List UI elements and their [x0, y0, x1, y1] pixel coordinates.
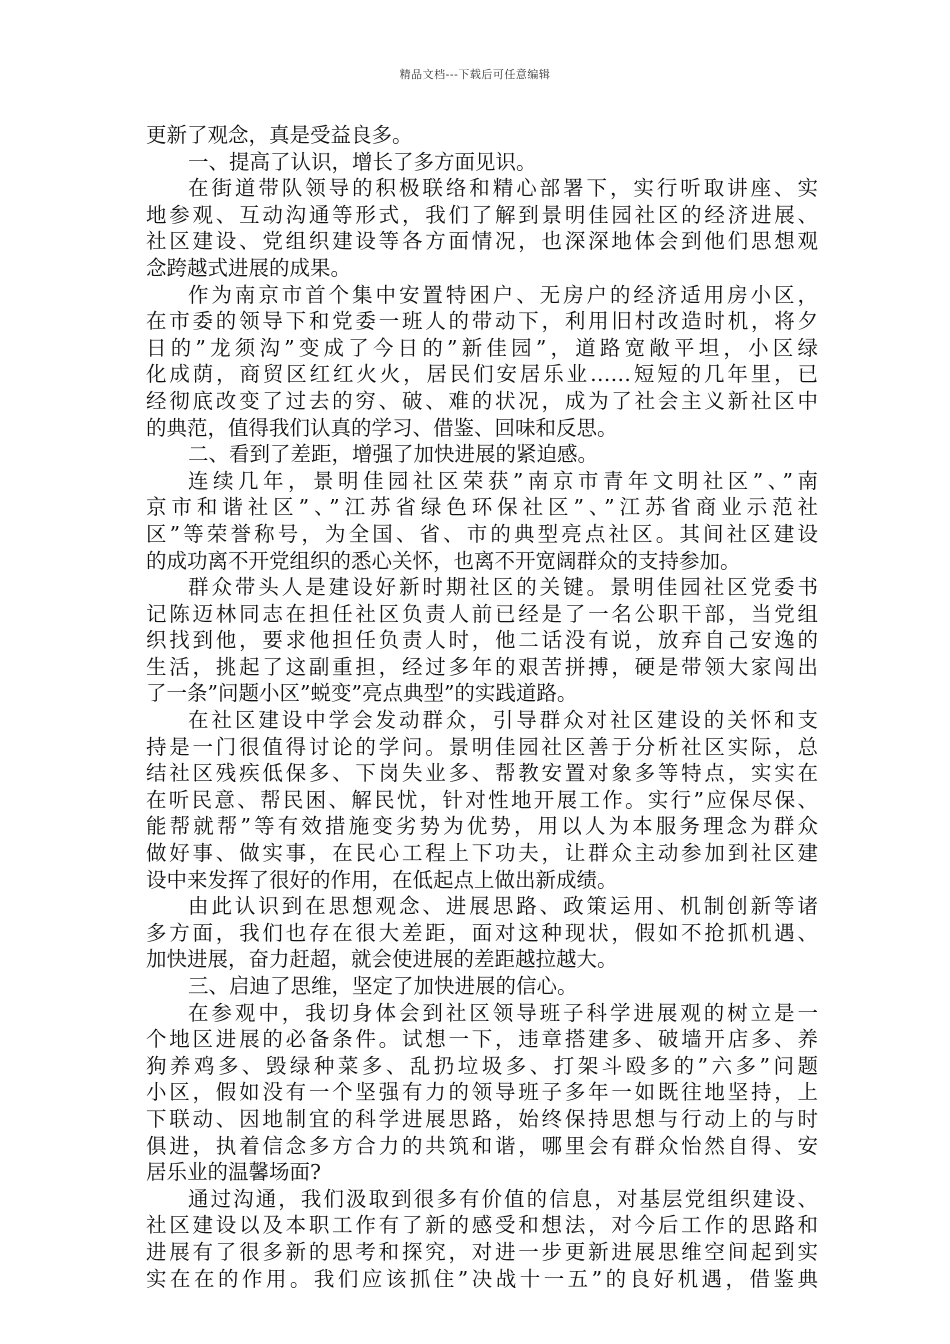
- text-line: 的成功离不开党组织的悉心关怀，也离不开宽阔群众的支持参加。: [146, 548, 741, 573]
- text-line: 生活，挑起了这副重担，经过多年的艰苦拼搏，硬是带领大家闯出: [146, 654, 818, 679]
- text-line: 加快进展，奋力赶超，就会使进展的差距越拉越大。: [146, 947, 618, 972]
- text-line: 一、提高了认识，增长了多方面见识。: [188, 149, 537, 174]
- text-line: 社区建设以及本职工作有了新的感受和想法，对今后工作的思路和: [146, 1213, 818, 1238]
- text-line: 的典范，值得我们认真的学习、借鉴、回味和反思。: [146, 415, 618, 440]
- text-line: 地参观、互动沟通等形式，我们了解到景明佳园社区的经济进展、: [146, 202, 818, 227]
- text-line: 在街道带队领导的积极联络和精心部署下，实行听取讲座、实: [188, 176, 818, 201]
- text-line: 狗养鸡多、毁绿种菜多、乱扔垃圾多、打架斗殴多的”六多”问题: [146, 1053, 818, 1078]
- text-line: 俱进，执着信念多方合力的共筑和谐，哪里会有群众怡然自得、安: [146, 1133, 818, 1158]
- text-line: 持是一门很值得讨论的学问。景明佳园社区善于分析社区实际，总: [146, 734, 818, 759]
- text-line: 结社区残疾低保多、下岗失业多、帮教安置对象多等特点，实实在: [146, 761, 818, 786]
- text-line: 进展有了很多新的思考和探究，对进一步更新进展思维空间起到实: [146, 1239, 818, 1264]
- text-line: 社区建设、党组织建设等各方面情况，也深深地体会到他们思想观: [146, 229, 818, 254]
- text-line: 织找到他，要求他担任负责人时，他二话没有说，放弃自己安逸的: [146, 628, 818, 653]
- text-line: 二、看到了差距，增强了加快进展的紧迫感。: [188, 442, 598, 467]
- text-line: 个地区进展的必备条件。试想一下，违章搭建多、破墙开店多、养: [146, 1027, 818, 1052]
- text-line: 下联动、因地制宜的科学进展思路，始终保持思想与行动上的与时: [146, 1106, 818, 1131]
- text-line: 京市和谐社区”、”江苏省绿色环保社区”、”江苏省商业示范社: [146, 495, 818, 520]
- text-line: 能帮就帮”等有效措施变劣势为优势，用以人为本服务理念为群众: [146, 814, 818, 839]
- text-line: 日的”龙须沟”变成了今日的”新佳园”，道路宽敞平坦，小区绿: [146, 335, 818, 360]
- text-line: 了一条”问题小区”蜕变”亮点典型”的实践道路。: [146, 681, 578, 706]
- text-line: 经彻底改变了过去的穷、破、难的状况，成为了社会主义新社区中: [146, 388, 818, 413]
- text-line: 作为南京市首个集中安置特困户、无房户的经济适用房小区，: [188, 282, 818, 307]
- text-line: 更新了观念，真是受益良多。: [146, 123, 413, 147]
- text-line: 实在在的作用。我们应该抓住”决战十一五”的良好机遇，借鉴典: [146, 1266, 818, 1291]
- text-line: 连续几年，景明佳园社区荣获”南京市青年文明社区”、”南: [188, 468, 818, 493]
- text-line: 群众带头人是建设好新时期社区的关键。景明佳园社区党委书: [188, 575, 818, 600]
- text-line: 在参观中，我切身体会到社区领导班子科学进展观的树立是一: [188, 1000, 818, 1025]
- text-line: 小区，假如没有一个坚强有力的领导班子多年一如既往地坚持，上: [146, 1080, 818, 1105]
- text-line: 区”等荣誉称号，为全国、省、市的典型亮点社区。其间社区建设: [146, 521, 818, 546]
- text-line: 居乐业的温馨场面?: [146, 1160, 321, 1185]
- text-line: 三、启迪了思维，坚定了加快进展的信心。: [188, 974, 578, 998]
- text-line: 在听民意、帮民困、解民忧，针对性地开展工作。实行”应保尽保、: [146, 787, 818, 812]
- text-line: 通过沟通，我们汲取到很多有价值的信息，对基层党组织建设、: [188, 1186, 818, 1211]
- text-line: 由此认识到在思想观念、进展思路、政策运用、机制创新等诸: [188, 894, 818, 919]
- text-line: 在市委的领导下和党委一班人的带动下，利用旧村改造时机，将夕: [146, 309, 818, 334]
- page-header: 精品文档---下载后可任意编辑: [399, 68, 551, 81]
- text-line: 化成荫，商贸区红红火火，居民们安居乐业……短短的几年里，已: [146, 362, 818, 387]
- text-line: 在社区建设中学会发动群众，引导群众对社区建设的关怀和支: [188, 708, 818, 733]
- text-line: 设中来发挥了很好的作用，在低起点上做出新成绩。: [146, 867, 618, 892]
- text-line: 念跨越式进展的成果。: [146, 255, 351, 280]
- text-line: 记陈迈林同志在担任社区负责人前已经是了一名公职干部，当党组: [146, 601, 818, 626]
- text-line: 做好事、做实事，在民心工程上下功夫，让群众主动参加到社区建: [146, 841, 818, 866]
- text-line: 多方面，我们也存在很大差距，面对这种现状，假如不抢抓机遇、: [146, 920, 818, 945]
- document-body: [146, 122, 818, 1292]
